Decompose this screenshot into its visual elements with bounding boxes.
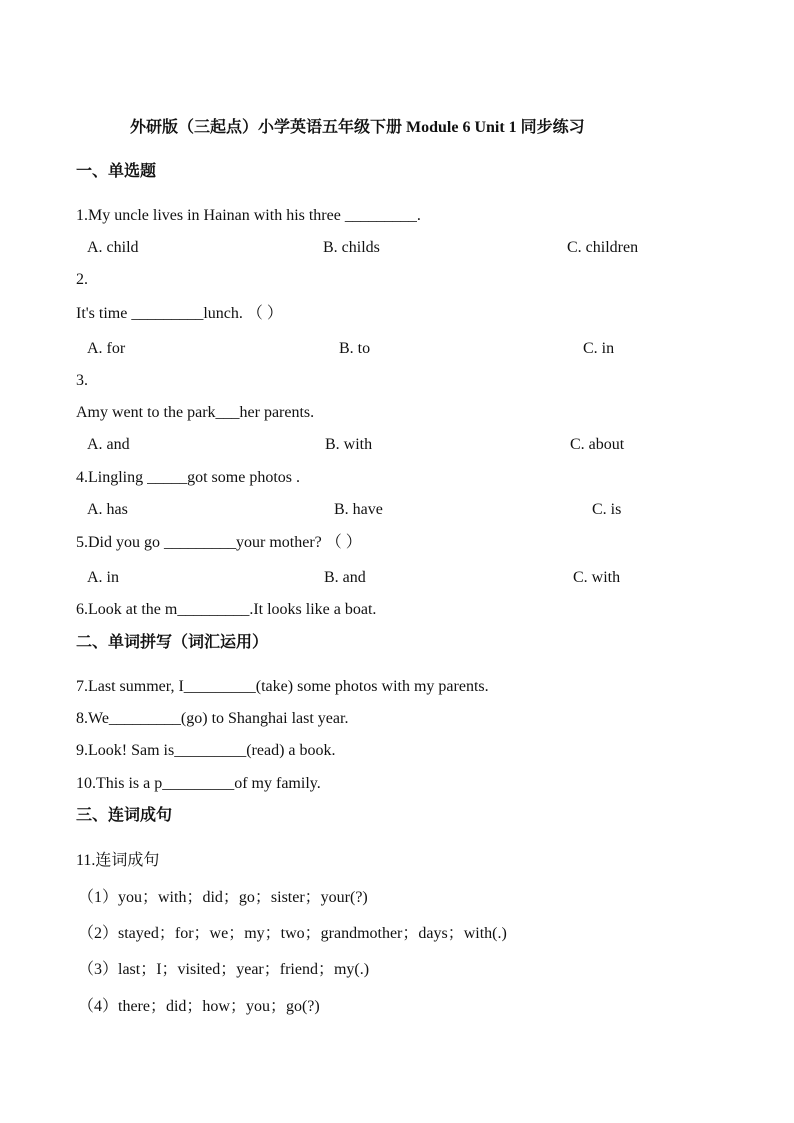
question-11-item-3: （3）last；I；visited；year；friend；my(.)	[78, 961, 370, 978]
question-1-option-b[interactable]: B. childs	[323, 239, 380, 256]
question-2-option-b[interactable]: B. to	[339, 340, 371, 357]
question-4-option-b[interactable]: B. have	[334, 501, 383, 518]
question-10: 10.This is a p_________of my family.	[76, 775, 321, 792]
question-5-stem: 5.Did you go _________your mother? （ ）	[76, 534, 362, 551]
question-4-option-a[interactable]: A. has	[87, 501, 128, 518]
question-4-option-c[interactable]: C. is	[592, 501, 622, 518]
question-9: 9.Look! Sam is_________(read) a book.	[76, 742, 336, 759]
question-3-option-c[interactable]: C. about	[570, 436, 625, 453]
question-1-option-c[interactable]: C. children	[567, 239, 639, 256]
question-2-stem: It's time _________lunch. （ ）	[76, 305, 283, 322]
section-heading-single-choice: 一、单选题	[76, 163, 157, 180]
question-3-option-b[interactable]: B. with	[325, 436, 373, 453]
question-2-option-a[interactable]: A. for	[87, 340, 126, 357]
page-title: 外研版（三起点）小学英语五年级下册 Module 6 Unit 1 同步练习	[130, 119, 585, 136]
question-1-option-a[interactable]: A. child	[87, 239, 139, 256]
question-2-number: 2.	[76, 271, 88, 288]
question-6-stem: 6.Look at the m_________.It looks like a boat.	[76, 601, 377, 618]
question-11-item-1: （1）you；with；did；go；sister；your(?)	[78, 889, 368, 906]
section-heading-sentence-building: 三、连词成句	[76, 807, 173, 824]
question-5-option-c[interactable]: C. with	[573, 569, 621, 586]
question-5-option-b[interactable]: B. and	[324, 569, 366, 586]
question-7: 7.Last summer, I_________(take) some photos with my parents.	[76, 678, 489, 695]
section-heading-spelling: 二、单词拼写（词汇运用）	[76, 634, 269, 651]
question-5-option-a[interactable]: A. in	[87, 569, 119, 586]
question-3-number: 3.	[76, 372, 88, 389]
question-4-stem: 4.Lingling _____got some photos .	[76, 469, 300, 486]
question-3-option-a[interactable]: A. and	[87, 436, 130, 453]
question-3-stem: Amy went to the park___her parents.	[76, 404, 315, 421]
question-11-item-2: （2）stayed；for；we；my；two；grandmother；days；with(.)	[78, 925, 507, 942]
question-11-stem: 11.连词成句	[76, 852, 160, 869]
question-2-option-c[interactable]: C. in	[583, 340, 615, 357]
question-1-stem: 1.My uncle lives in Hainan with his three _________.	[76, 207, 421, 224]
question-11-item-4: （4）there；did；how；you；go(?)	[78, 998, 320, 1015]
question-8: 8.We_________(go) to Shanghai last year.	[76, 710, 349, 727]
